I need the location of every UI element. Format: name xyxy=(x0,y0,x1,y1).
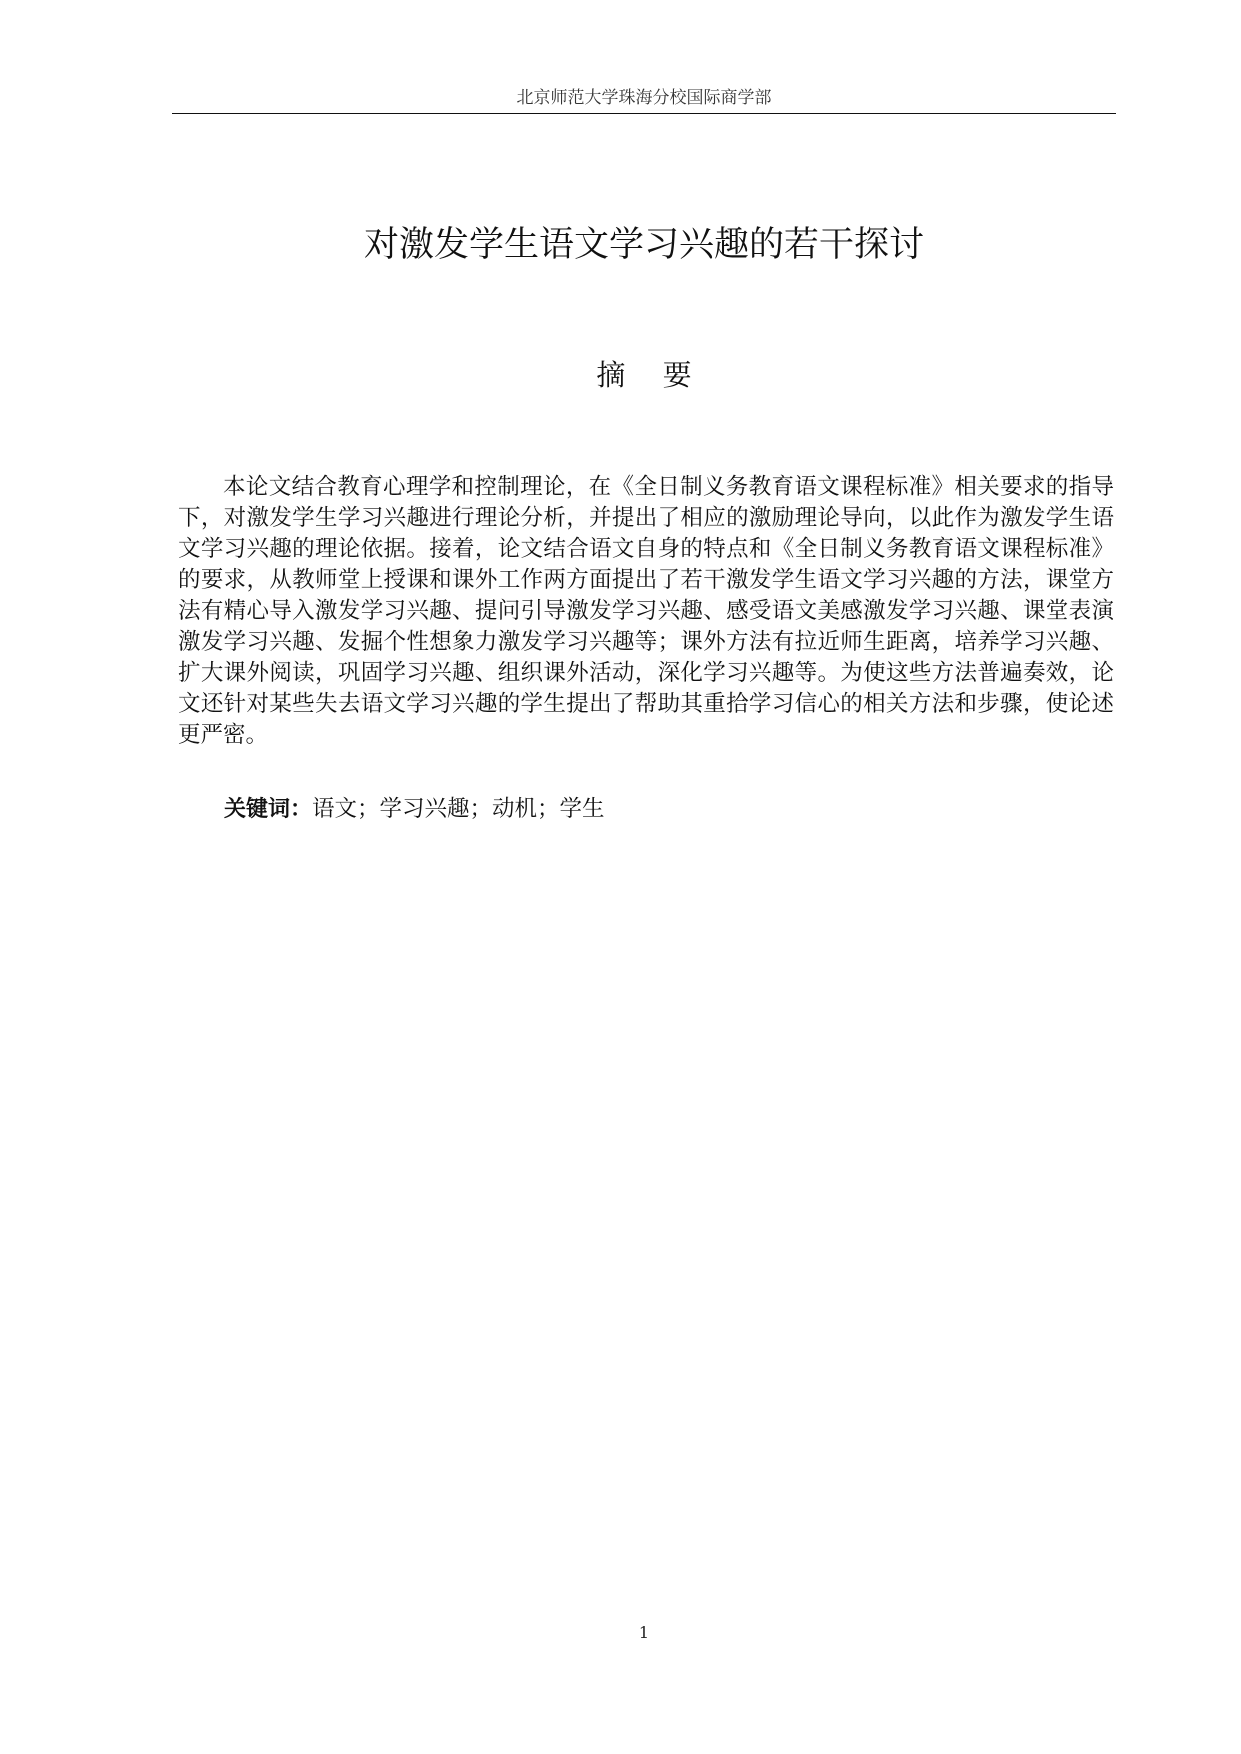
document-title: 对激发学生语文学习兴趣的若干探讨 xyxy=(363,225,924,265)
keywords-label: 关键词： xyxy=(224,797,313,822)
header-divider xyxy=(172,113,1116,114)
abstract-paragraph: 本论文结合教育心理学和控制理论，在《全日制义务教育语文课程标准》相关要求的指导下，对激发学生学习兴趣进行理论分析，并提出了相应的激励理论导向，以此作为激发学生语文学习兴趣的理论依据。接着，论文结合语文自身的特点和《全日制义务教育语文课程标准》的要求，从教师堂上授课和课外工作两方面提出了若干激发学生语文学习兴趣的方法，课堂方法有精心导入激发学习兴趣、提问引导激发学习兴趣、感受语文美感激发学习兴趣、课堂表演激发学习兴趣、发掘个性想象力激发学习兴趣等；课外方法有拉近师生距离，培养学习兴趣、扩大课外阅读，巩固学习兴趣、组织课外活动，深化学习兴趣等。为使这些方法普遍奏效，论文还针对某些失去语文学习兴趣的学生提出了帮助其重拾学习信心的相关方法和步骤，使论述更严密。 xyxy=(178,474,1114,748)
keywords-text: 语文；学习兴趣；动机；学生 xyxy=(312,796,605,822)
keywords-line xyxy=(224,794,605,825)
running-header: 北京师范大学珠海分校国际商学部 xyxy=(516,88,772,108)
page-number: 1 xyxy=(638,1623,650,1642)
abstract-heading: 摘 要 xyxy=(596,358,706,392)
